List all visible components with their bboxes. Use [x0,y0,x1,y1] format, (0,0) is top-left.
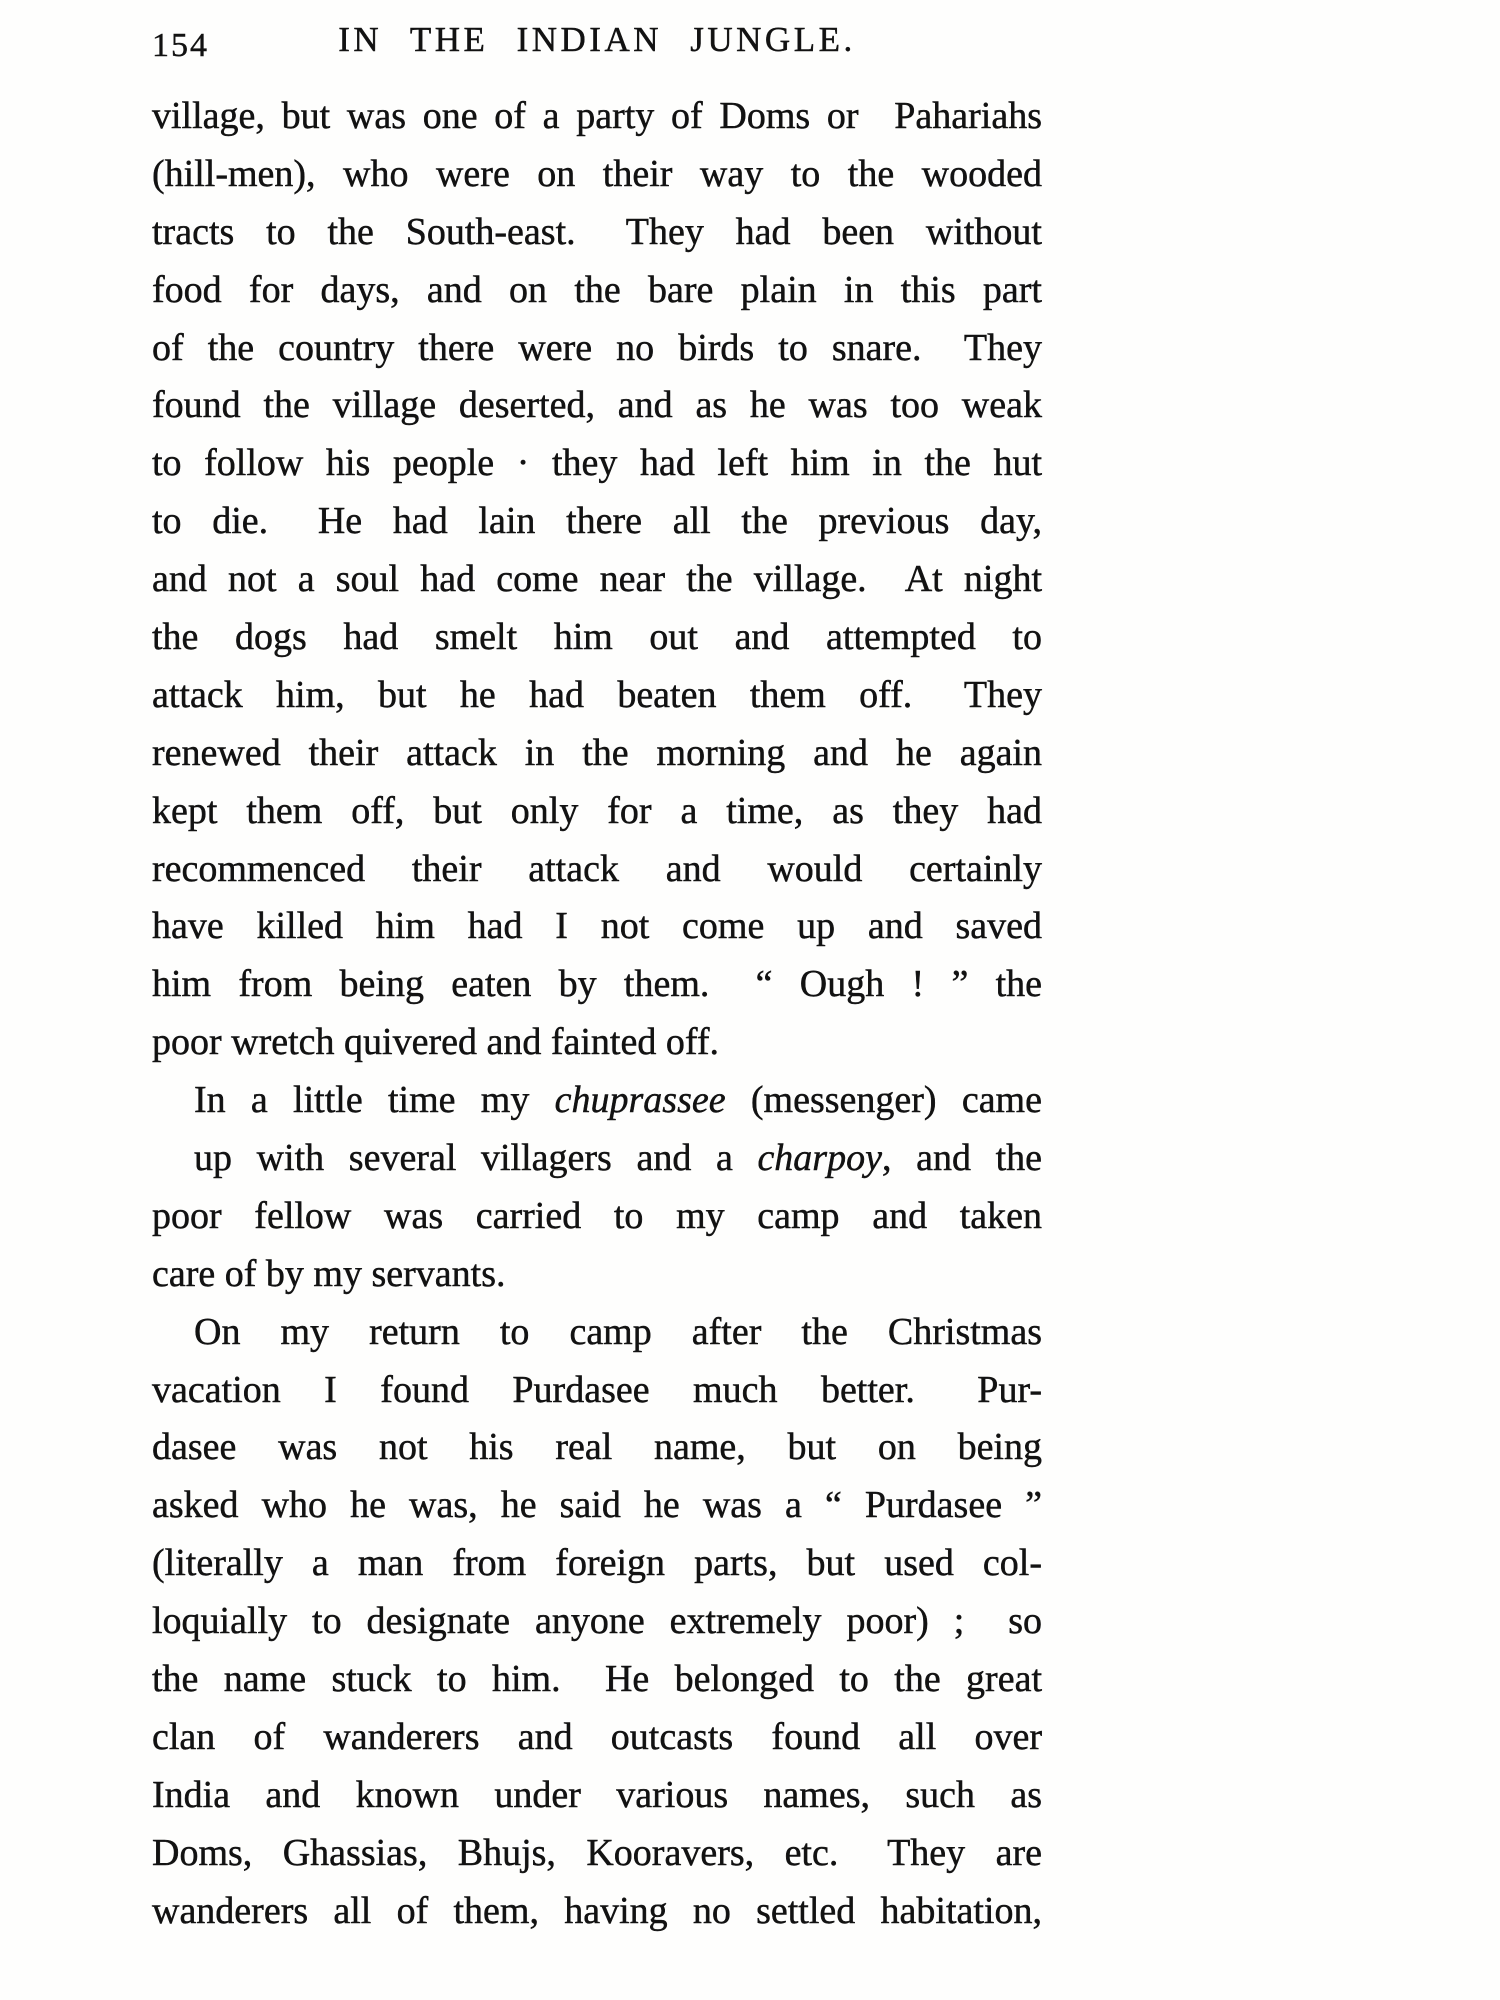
text-line: have killed him had I not come up and saved [152,905,1042,948]
text-line: On my return to camp after the Christmas [194,1310,1042,1353]
text-line: food for days, and on the bare plain in this part [152,268,1042,311]
text-line: poor fellow was carried to my camp and taken [152,1194,1042,1237]
text-line: and not a soul had come near the village. At night [152,558,1042,601]
text-line: asked who he was, he said he was a “ Purdasee ” [152,1484,1042,1527]
text-line: village, but was one of a party of Doms or Pahariahs [152,95,1042,137]
text-line: Doms, Ghassias, Bhujs, Kooravers, etc. They are [152,1831,1042,1874]
text-line: to die. He had lain there all the previous day, [152,500,1042,543]
text-line: clan of wanderers and outcasts found all over [152,1715,1042,1758]
text-line: care of by my servants. [152,1252,506,1295]
text-line: up with several villagers and a charpoy, and the [194,1137,1042,1180]
text-line: the dogs had smelt him out and attempted to [152,616,1042,659]
text-line: tracts to the South-east. They had been without [152,210,1042,253]
page-header [152,18,1042,66]
text-line: vacation I found Purdasee much better. Pur- [152,1368,1042,1411]
page-number: 154 [152,27,209,64]
text-line: kept them off, but only for a time, as they had [152,789,1042,832]
text-line: the name stuck to him. He belonged to the great [152,1658,1042,1701]
text-line: to follow his people · they had left him in the hut [152,442,1042,485]
text-line: recommenced their attack and would certainly [152,847,1042,890]
text-line: found the village deserted, and as he was too weak [152,384,1042,427]
text-line: him from being eaten by them. “ Ough ! ” the [152,963,1042,1006]
page-text [152,88,1042,1941]
text-line: dasee was not his real name, but on being [152,1426,1042,1469]
text-line: loquially to designate anyone extremely poor) ; so [152,1600,1042,1643]
text-line: attack him, but he had beaten them off. They [152,673,1042,716]
text-line: of the country there were no birds to snare. They [152,326,1042,369]
text-line: (literally a man from foreign parts, but used col- [152,1542,1042,1585]
text-line: India and known under various names, such as [152,1773,1042,1816]
text-line: renewed their attack in the morning and he again [152,731,1042,774]
text-line: In a little time my chuprassee (messenger) came [194,1079,1042,1122]
running-header: IN THE INDIAN JUNGLE. [338,20,856,59]
text-line: (hill-men), who were on their way to the wooded [152,152,1042,195]
text-line: wanderers all of them, having no settled habitation, [152,1889,1042,1932]
text-line: poor wretch quivered and fainted off. [152,1021,719,1064]
